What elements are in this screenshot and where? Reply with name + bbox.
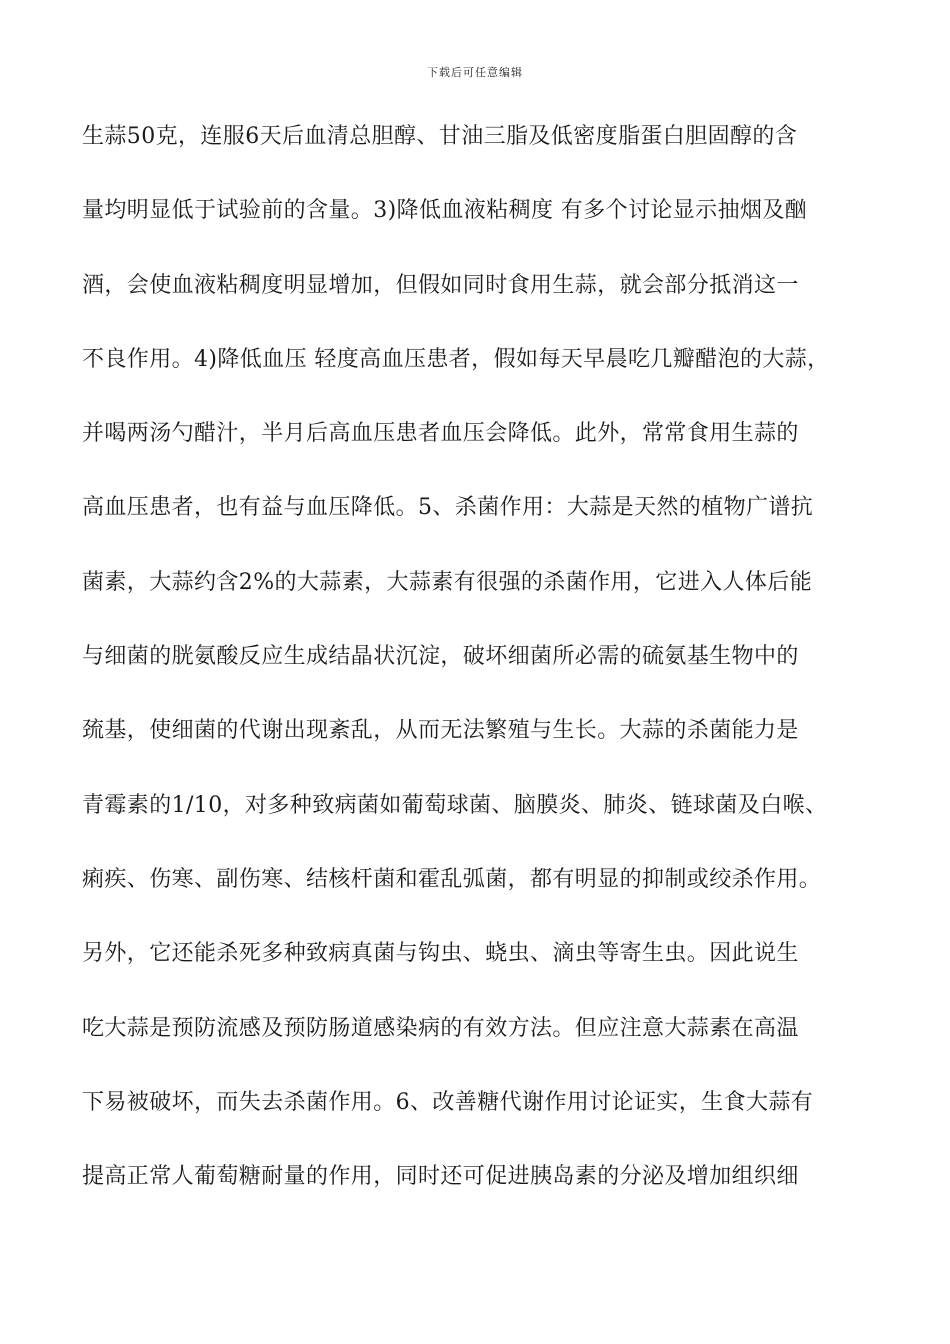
text-line: 不良作用。4)降低血压 轻度高血压患者，假如每天早晨吃几瓣醋泡的大蒜， <box>82 346 830 372</box>
text-line: 量均明显低于试验前的含量。3)降低血液粘稠度 有多个讨论显示抽烟及酗 <box>82 198 808 224</box>
text-line: 并喝两汤勺醋汁，半月后高血压患者血压会降低。此外，常常食用生蒜的 <box>82 421 799 447</box>
text-line: 生蒜50克，连服6天后血清总胆醇、甘油三脂及低密度脂蛋白胆固醇的含 <box>82 124 798 149</box>
text-line: 另外，它还能杀死多种致病真菌与钩虫、蛲虫、滴虫等寄生虫。因此说生 <box>82 941 799 967</box>
text-line: 痢疾、伤寒、副伤寒、结核杆菌和霍乱弧菌，都有明显的抑制或绞杀作用。 <box>82 866 822 892</box>
page-header: 下载后可任意编辑 <box>427 66 523 79</box>
text-line: 巯基，使细菌的代谢出现紊乱，从而无法繁殖与生长。大蒜的杀菌能力是 <box>82 718 799 744</box>
text-line: 提高正常人葡萄糖耐量的作用，同时还可促进胰岛素的分泌及增加组织细 <box>82 1164 799 1190</box>
body-text <box>82 114 872 1228</box>
text-line: 与细菌的胱氨酸反应生成结晶状沉淀，破坏细菌所必需的硫氨基生物中的 <box>82 644 799 670</box>
text-line: 高血压患者，也有益与血压降低。5、杀菌作用：大蒜是天然的植物广谱抗 <box>82 495 814 521</box>
text-line: 菌素，大蒜约含2%的大蒜素，大蒜素有很强的杀菌作用，它进入人体后能 <box>82 569 813 595</box>
text-line: 吃大蒜是预防流感及预防肠道感染病的有效方法。但应注意大蒜素在高温 <box>82 1015 799 1041</box>
text-line: 青霉素的1/10，对多种致病菌如葡萄球菌、脑膜炎、肺炎、链球菌及白喉、 <box>82 792 828 818</box>
text-line: 下易被破坏，而失去杀菌作用。6、改善糖代谢作用讨论证实，生食大蒜有 <box>82 1089 814 1115</box>
text-line: 酒，会使血液粘稠度明显增加，但假如同时食用生蒜，就会部分抵消这一 <box>82 272 799 298</box>
